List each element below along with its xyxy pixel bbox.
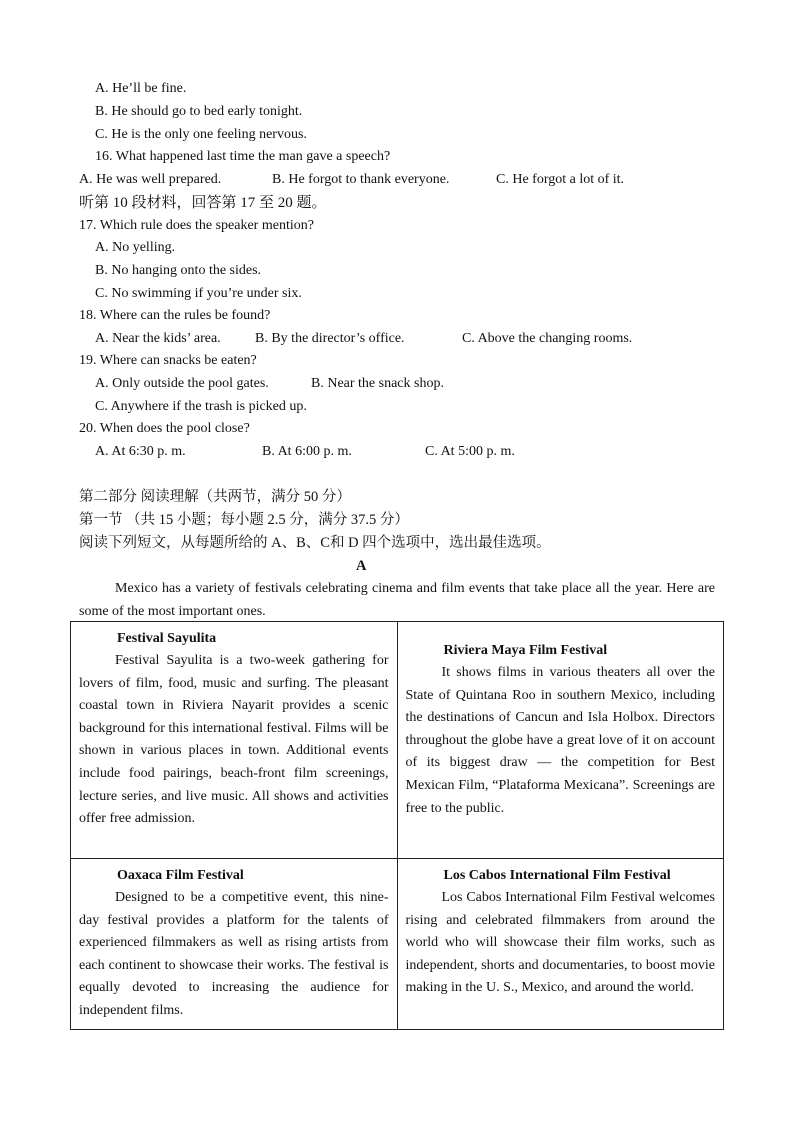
q19-stem: 19. Where can snacks be eaten? <box>79 353 257 368</box>
q18-option-a: A. Near the kids’ area. <box>95 331 221 346</box>
section-1-title: 第一节 （共 15 小题；每小题 2.5 分，满分 37.5 分） <box>79 512 409 528</box>
q17-option-b: B. No hanging onto the sides. <box>95 263 262 278</box>
festival-description: Festival Sayulita is a two-week gathering for lovers of film, food, music and surfing. The pleasant coastal town in Riviera Nayarit provides a scenic background for this international festival. Films will be shown in various places in town. Additional events include food pairings, beach-front film screenings, lecture series, and live music. All shows and activities offer free admission. <box>79 653 389 827</box>
q18-stem: 18. Where can the rules be found? <box>79 308 271 323</box>
q16-option-c: C. He forgot a lot of it. <box>496 172 625 187</box>
q16-option-a: A. He was well prepared. <box>79 172 222 187</box>
passage-intro: Mexico has a variety of festivals celebrating cinema and film events that take place all the year. Here are some of the most important ones. <box>79 581 715 619</box>
q15-option-c: C. He is the only one feeling nervous. <box>95 127 307 142</box>
q20-stem: 20. When does the pool close? <box>79 421 250 436</box>
reading-instruction: 阅读下列短文，从每题所给的 A、B、C和 D 四个选项中，选出最佳选项。 <box>79 535 551 551</box>
q16-option-b: B. He forgot to thank everyone. <box>272 172 450 187</box>
festival-description: Designed to be a competitive event, this nine-day festival provides a platform for the talents of experienced filmmakers as well as rising artists from each continent to showcase their works. The festival is equally devoted to increasing the audience for independent films. <box>79 890 389 1018</box>
q18-options <box>0 330 794 348</box>
part-2-title: 第二部分 阅读理解（共两节，满分 50 分） <box>79 489 351 505</box>
q20-options <box>0 443 794 461</box>
festival-cell-riviera-maya <box>397 622 724 859</box>
q15-option-b: B. He should go to bed early tonight. <box>95 104 303 119</box>
q19-option-a: A. Only outside the pool gates. <box>95 376 269 391</box>
q19-option-b: B. Near the snack shop. <box>311 376 444 391</box>
festival-cell-los-cabos <box>397 859 724 1030</box>
q20-option-a: A. At 6:30 p. m. <box>95 444 186 459</box>
festival-row-1 <box>71 622 724 859</box>
q16-options <box>0 171 794 189</box>
q17-option-c: C. No swimming if you’re under six. <box>95 286 302 301</box>
festival-cell-oaxaca <box>71 859 398 1030</box>
q19-option-c: C. Anywhere if the trash is picked up. <box>95 399 307 414</box>
q19-options <box>0 375 794 393</box>
festival-title: Oaxaca Film Festival <box>117 868 244 883</box>
q17-option-a: A. No yelling. <box>95 240 176 255</box>
festival-description: Los Cabos International Film Festival welcomes rising and celebrated filmmakers from around the world who will showcase their film works, such as independent, shorts and documentaries, to boost movie making in the U. S., Mexico, and around the world. <box>405 890 715 996</box>
q20-option-c: C. At 5:00 p. m. <box>425 444 515 459</box>
q17-stem: 17. Which rule does the speaker mention? <box>79 218 314 233</box>
festival-cell-sayulita <box>71 622 398 859</box>
q15-option-a: A. He’ll be fine. <box>95 81 187 96</box>
section-10-instruction: 听第 10 段材料，回答第 17 至 20 题。 <box>79 195 327 211</box>
passage-letter: A <box>356 558 367 574</box>
festival-row-2 <box>71 859 724 1030</box>
q20-option-b: B. At 6:00 p. m. <box>262 444 352 459</box>
festival-table <box>70 621 724 1030</box>
festival-title: Festival Sayulita <box>117 631 217 646</box>
festival-title: Los Cabos International Film Festival <box>443 868 671 883</box>
q18-option-b: B. By the director’s office. <box>255 331 405 346</box>
festival-description: It shows films in various theaters all over the State of Quintana Roo in southern Mexico, including the destinations of Cancun and Isla Holbox. Directors throughout the globe have a great love of it on account of its biggest draw — the competition for Best Mexican Film, “Plataforma Mexicana”. Screenings are free to the public. <box>405 665 715 816</box>
festival-title: Riviera Maya Film Festival <box>443 643 608 658</box>
q18-option-c: C. Above the changing rooms. <box>462 331 633 346</box>
q16-stem: 16. What happened last time the man gave a speech? <box>95 149 391 164</box>
